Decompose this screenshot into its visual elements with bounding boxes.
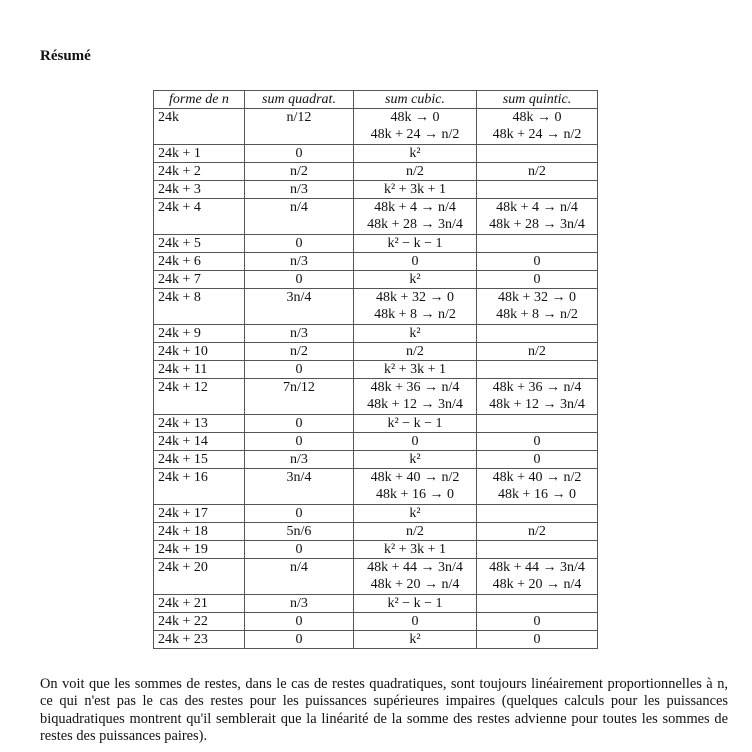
cell-line: k² — [409, 325, 421, 341]
cell-sum-quadratic: 0 — [245, 234, 354, 252]
cell-line: 0 — [411, 613, 419, 629]
cell-sum-cubic — [354, 432, 477, 450]
cell-line: 48k + 24 → n/2 — [492, 127, 582, 143]
cell-line: n/2 — [406, 523, 424, 539]
cell-sum-quintic — [477, 289, 598, 324]
cell-line: 48k + 20 → n/4 — [492, 577, 582, 593]
cell-line: k² + 3k + 1 — [384, 182, 446, 198]
cell-sum-cubic — [354, 522, 477, 540]
cell-line — [481, 181, 593, 198]
table-row — [154, 289, 598, 324]
table-row — [154, 342, 598, 360]
cell-form: 24k + 5 — [154, 234, 245, 252]
cell-sum-quadratic: n/3 — [245, 181, 354, 199]
cell-sum-cubic — [354, 234, 477, 252]
table-row — [154, 451, 598, 469]
cell-sum-cubic — [354, 451, 477, 469]
cell-line: k² − k − 1 — [387, 415, 443, 431]
table-row — [154, 414, 598, 432]
cell-line: 0 — [533, 433, 541, 449]
cell-sum-quintic — [477, 504, 598, 522]
table-row — [154, 199, 598, 234]
cell-sum-quintic — [477, 144, 598, 162]
cell-line: k² − k − 1 — [387, 595, 443, 611]
header-form: forme de n — [154, 91, 245, 109]
table-row — [154, 109, 598, 144]
cell-sum-quadratic: 3n/4 — [245, 469, 354, 504]
cell-line: k² + 3k + 1 — [384, 542, 446, 558]
cell-sum-quintic — [477, 379, 598, 414]
cell-line: 48k + 12 → 3n/4 — [367, 397, 463, 413]
cell-line — [481, 541, 593, 558]
cell-sum-quadratic: n/2 — [245, 342, 354, 360]
table-row — [154, 252, 598, 270]
cell-line: 48k + 28 → 3n/4 — [367, 217, 463, 233]
cell-form: 24k + 1 — [154, 144, 245, 162]
cell-line: k² − k − 1 — [387, 235, 443, 251]
cell-sum-quadratic: 5n/6 — [245, 522, 354, 540]
cell-line — [481, 325, 593, 342]
cell-line: k² — [409, 632, 421, 648]
header-sum-quintic: sum quintic. — [477, 91, 598, 109]
table-row — [154, 541, 598, 559]
header-sum-cubic: sum cubic. — [354, 91, 477, 109]
cell-sum-quintic — [477, 252, 598, 270]
cell-sum-cubic — [354, 324, 477, 342]
cell-form: 24k — [154, 109, 245, 144]
table-row — [154, 504, 598, 522]
cell-sum-quintic — [477, 541, 598, 559]
section-heading: Résumé — [40, 48, 91, 64]
cell-sum-cubic — [354, 144, 477, 162]
cell-sum-quadratic: 0 — [245, 361, 354, 379]
cell-sum-quintic — [477, 199, 598, 234]
cell-line: k² — [409, 452, 421, 468]
cell-line: k² + 3k + 1 — [384, 362, 446, 378]
cell-sum-cubic — [354, 199, 477, 234]
cell-sum-cubic — [354, 271, 477, 289]
cell-line: 48k + 40 → n/2 — [492, 470, 582, 486]
cell-form: 24k + 15 — [154, 451, 245, 469]
cell-form: 24k + 4 — [154, 199, 245, 234]
cell-line: 48k + 28 → 3n/4 — [489, 217, 585, 233]
cell-form: 24k + 8 — [154, 289, 245, 324]
cell-sum-quintic — [477, 432, 598, 450]
cell-sum-quintic — [477, 361, 598, 379]
cell-form: 24k + 10 — [154, 342, 245, 360]
cell-sum-quadratic: 0 — [245, 144, 354, 162]
cell-sum-quintic — [477, 559, 598, 594]
cell-sum-quadratic: 0 — [245, 432, 354, 450]
cell-line: k² — [409, 145, 421, 161]
header-sum-quadratic: sum quadrat. — [245, 91, 354, 109]
cell-sum-cubic — [354, 361, 477, 379]
table-row — [154, 469, 598, 504]
cell-form: 24k + 21 — [154, 594, 245, 612]
cell-sum-quadratic: n/3 — [245, 252, 354, 270]
cell-sum-cubic — [354, 612, 477, 630]
cell-sum-quadratic: 7n/12 — [245, 379, 354, 414]
cell-form: 24k + 7 — [154, 271, 245, 289]
cell-line: 0 — [533, 613, 541, 629]
cell-line: 48k + 8 → n/2 — [496, 307, 578, 323]
cell-line: n/2 — [528, 163, 546, 179]
cell-sum-quadratic: 0 — [245, 541, 354, 559]
cell-sum-quintic — [477, 181, 598, 199]
cell-line: 48k + 24 → n/2 — [370, 127, 460, 143]
table-header-row — [154, 91, 598, 109]
cell-form: 24k + 3 — [154, 181, 245, 199]
cell-sum-cubic — [354, 504, 477, 522]
table-row — [154, 324, 598, 342]
cell-form: 24k + 9 — [154, 324, 245, 342]
cell-line: 48k → 0 — [390, 110, 440, 126]
cell-line: 48k + 4 → n/4 — [496, 200, 578, 216]
cell-sum-quintic — [477, 469, 598, 504]
cell-line: 48k + 8 → n/2 — [374, 307, 456, 323]
cell-sum-quadratic: 0 — [245, 631, 354, 649]
cell-line: 0 — [533, 253, 541, 269]
cell-line: 48k + 16 → 0 — [498, 487, 576, 503]
cell-line: n/2 — [528, 523, 546, 539]
table-row — [154, 594, 598, 612]
cell-line: 48k + 32 → 0 — [498, 290, 576, 306]
cell-sum-cubic — [354, 342, 477, 360]
cell-sum-cubic — [354, 414, 477, 432]
cell-line: 48k + 36 → n/4 — [370, 380, 460, 396]
cell-sum-quintic — [477, 271, 598, 289]
cell-line: 48k + 16 → 0 — [376, 487, 454, 503]
cell-line: 48k + 32 → 0 — [376, 290, 454, 306]
cell-line — [481, 145, 593, 162]
cell-form: 24k + 18 — [154, 522, 245, 540]
cell-line — [481, 595, 593, 612]
table-row — [154, 522, 598, 540]
cell-sum-quadratic: 3n/4 — [245, 289, 354, 324]
cell-sum-quadratic: n/3 — [245, 324, 354, 342]
cell-sum-quintic — [477, 612, 598, 630]
cell-line: 0 — [533, 632, 541, 648]
cell-sum-cubic — [354, 594, 477, 612]
cell-line — [481, 505, 593, 522]
cell-sum-quintic — [477, 451, 598, 469]
cell-sum-quadratic: n/3 — [245, 594, 354, 612]
cell-line: 0 — [411, 433, 419, 449]
table-row — [154, 162, 598, 180]
cell-sum-quadratic: n/4 — [245, 559, 354, 594]
cell-form: 24k + 20 — [154, 559, 245, 594]
cell-line: 48k + 20 → n/4 — [370, 577, 460, 593]
cell-line: 48k + 40 → n/2 — [370, 470, 460, 486]
table-row — [154, 612, 598, 630]
table-row — [154, 361, 598, 379]
cell-sum-quintic — [477, 342, 598, 360]
cell-form: 24k + 16 — [154, 469, 245, 504]
cell-form: 24k + 2 — [154, 162, 245, 180]
cell-form: 24k + 23 — [154, 631, 245, 649]
cell-line: k² — [409, 505, 421, 521]
cell-line: n/2 — [406, 163, 424, 179]
cell-sum-quadratic: 0 — [245, 504, 354, 522]
table-row — [154, 631, 598, 649]
remainder-sums-table — [153, 90, 598, 649]
table-row — [154, 379, 598, 414]
cell-form: 24k + 14 — [154, 432, 245, 450]
table-row — [154, 559, 598, 594]
cell-sum-cubic — [354, 109, 477, 144]
cell-line — [481, 361, 593, 378]
cell-sum-quintic — [477, 324, 598, 342]
table-row — [154, 144, 598, 162]
cell-sum-cubic — [354, 181, 477, 199]
cell-line: 0 — [533, 452, 541, 468]
cell-line: 48k + 44 → 3n/4 — [489, 560, 585, 576]
cell-sum-quintic — [477, 162, 598, 180]
cell-line: 48k + 12 → 3n/4 — [489, 397, 585, 413]
cell-line — [481, 235, 593, 252]
cell-sum-quadratic: n/4 — [245, 199, 354, 234]
cell-sum-cubic — [354, 469, 477, 504]
cell-sum-quadratic: n/2 — [245, 162, 354, 180]
cell-line: 0 — [411, 253, 419, 269]
table-row — [154, 271, 598, 289]
cell-sum-quadratic: 0 — [245, 414, 354, 432]
table-body — [154, 109, 598, 649]
cell-form: 24k + 19 — [154, 541, 245, 559]
cell-line: k² — [409, 272, 421, 288]
table-row — [154, 181, 598, 199]
table-row — [154, 432, 598, 450]
cell-sum-quintic — [477, 414, 598, 432]
cell-sum-quintic — [477, 234, 598, 252]
cell-sum-cubic — [354, 379, 477, 414]
cell-form: 24k + 17 — [154, 504, 245, 522]
cell-form: 24k + 12 — [154, 379, 245, 414]
cell-sum-quadratic: n/12 — [245, 109, 354, 144]
cell-sum-quadratic: 0 — [245, 271, 354, 289]
table-row — [154, 234, 598, 252]
cell-form: 24k + 13 — [154, 414, 245, 432]
conclusion-paragraph: On voit que les sommes de restes, dans le cas de restes quadratiques, sont toujours linéairement proportionnelles à n, ce qui n'est pas le cas des restes pour les puissances supérieures impaires (quelques calculs pour les puissances biquadratiques montrent qu'il semblerait que la linéarité de la somme des restes advienne pour toutes les sommes de restes des puissances paires). — [40, 676, 728, 745]
cell-sum-quadratic: 0 — [245, 612, 354, 630]
cell-sum-quintic — [477, 109, 598, 144]
cell-line: n/2 — [528, 343, 546, 359]
cell-sum-cubic — [354, 559, 477, 594]
cell-sum-quintic — [477, 631, 598, 649]
cell-sum-cubic — [354, 162, 477, 180]
cell-sum-cubic — [354, 289, 477, 324]
cell-form: 24k + 11 — [154, 361, 245, 379]
cell-sum-cubic — [354, 252, 477, 270]
cell-form: 24k + 22 — [154, 612, 245, 630]
cell-line: 0 — [533, 272, 541, 288]
cell-sum-cubic — [354, 541, 477, 559]
cell-line: 48k + 36 → n/4 — [492, 380, 582, 396]
cell-sum-quintic — [477, 594, 598, 612]
cell-line: n/2 — [406, 343, 424, 359]
cell-line: 48k + 44 → 3n/4 — [367, 560, 463, 576]
cell-sum-quadratic: n/3 — [245, 451, 354, 469]
cell-line: 48k → 0 — [512, 110, 562, 126]
cell-line: 48k + 4 → n/4 — [374, 200, 456, 216]
cell-form: 24k + 6 — [154, 252, 245, 270]
cell-line — [481, 415, 593, 432]
cell-sum-cubic — [354, 631, 477, 649]
cell-sum-quintic — [477, 522, 598, 540]
